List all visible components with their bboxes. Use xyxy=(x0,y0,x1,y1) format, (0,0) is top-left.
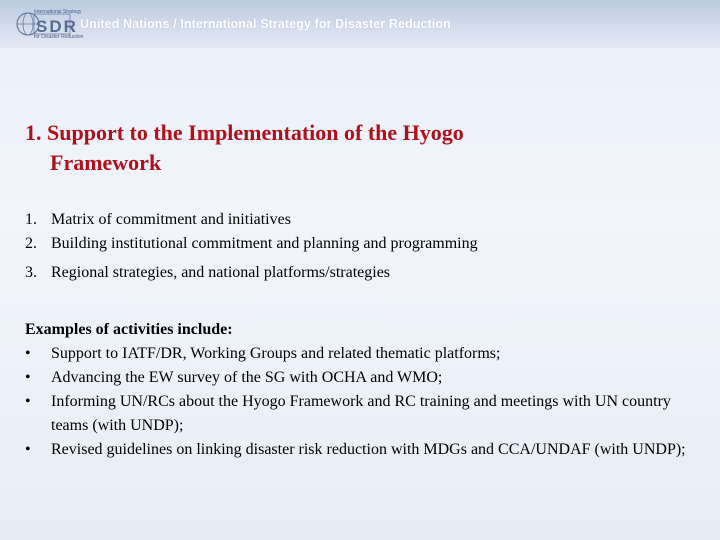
examples-heading: Examples of activities include: xyxy=(25,321,233,338)
logo-tiny-bottom: for Disaster Reduction xyxy=(34,34,84,40)
logo-tiny-top: International Strategy xyxy=(34,9,82,15)
item-text: Matrix of commitment and initiatives xyxy=(51,211,291,228)
bullet-item xyxy=(25,366,705,390)
slide-title xyxy=(25,118,645,178)
bullet-item xyxy=(25,342,705,366)
isdr-logo xyxy=(16,8,84,40)
bullet-text: Informing UN/RCs about the Hyogo Framework and RC training and meetings with UN country teams (with UNDP); xyxy=(51,393,671,434)
item-number: 3. xyxy=(25,264,37,281)
item-text: Building institutional commitment and planning and programming xyxy=(51,235,478,252)
header-bar xyxy=(0,0,720,48)
slide-title-line1: 1. Support to the Implementation of the Hyogo xyxy=(25,120,464,145)
item-number: 2. xyxy=(25,235,37,252)
bullet-item xyxy=(25,438,705,462)
bullet-text: Advancing the EW survey of the SG with OCHA and WMO; xyxy=(51,369,443,386)
bullet-item xyxy=(25,390,705,438)
bullet-glyph: • xyxy=(25,345,31,362)
bullet-text: Support to IATF/DR, Working Groups and related thematic platforms; xyxy=(51,345,501,362)
examples-section xyxy=(25,318,705,462)
item-number: 1. xyxy=(25,211,37,228)
bullet-glyph: • xyxy=(25,441,31,458)
bullet-text: Revised guidelines on linking disaster risk reduction with MDGs and CCA/UNDAF (with UNDP); xyxy=(51,441,686,458)
bullet-glyph: • xyxy=(25,393,31,410)
slide-title-line2: Framework xyxy=(50,150,162,175)
logo-letters: SDR xyxy=(36,17,78,36)
bullet-glyph: • xyxy=(25,369,31,386)
numbered-item xyxy=(25,263,390,283)
header-title: United Nations / International Strategy for Disaster Reduction xyxy=(80,17,451,31)
numbered-item xyxy=(25,234,478,254)
item-text: Regional strategies, and national platforms/strategies xyxy=(51,264,391,281)
numbered-item xyxy=(25,210,291,230)
